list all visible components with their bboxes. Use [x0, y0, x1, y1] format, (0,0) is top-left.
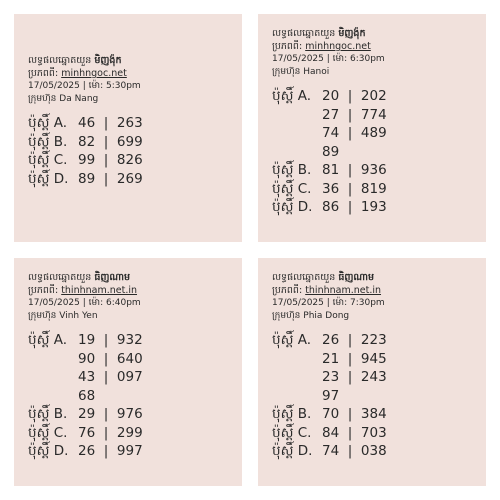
- prize-numbers: [322, 405, 472, 424]
- date-time-line: 17/05/2025 | ម៉ោ: 7:30pm: [272, 298, 385, 308]
- prize-number-line: 68: [78, 387, 96, 404]
- prize-label: ប៉ុស្តិ៍ B.: [28, 406, 68, 422]
- prize-numbers: [78, 424, 228, 443]
- card-title-brand: ធិញណាម: [338, 272, 375, 283]
- source-line: [272, 284, 472, 297]
- prize-label: ប៉ុស្តិ៍ B.: [272, 162, 312, 178]
- card-title: [272, 271, 472, 284]
- prize-row: [272, 405, 472, 424]
- prize-label: ប៉ុស្តិ៍ C.: [28, 152, 68, 168]
- source-label: ប្រភពពី:: [28, 68, 59, 79]
- prize-number-line: 46 | 263: [78, 115, 143, 131]
- prize-row: [28, 405, 228, 424]
- prize-number-line: 74 | 489: [322, 125, 387, 141]
- prize-label: ប៉ុស្តិ៍ D.: [28, 443, 69, 459]
- prize-number-line: 81 | 936: [322, 162, 387, 178]
- draw-time: 5:30pm: [105, 81, 141, 91]
- prize-label: ប៉ុស្តិ៍ B.: [272, 406, 312, 422]
- lottery-result-card: [258, 258, 486, 486]
- prize-number-line: 26 | 997: [78, 443, 143, 459]
- draw-date: 17/05/2025: [272, 54, 324, 64]
- province-name: Hanoi: [303, 67, 330, 77]
- prize-label: ប៉ុស្តិ៍ A.: [28, 332, 68, 348]
- prize-list: [28, 331, 228, 461]
- card-title: [28, 271, 228, 284]
- prize-numbers: [322, 87, 472, 161]
- prize-number-line: 99 | 826: [78, 152, 143, 168]
- prize-row: [28, 442, 228, 461]
- prize-number-line: 86 | 193: [322, 199, 387, 215]
- lottery-result-card: [258, 14, 486, 242]
- prize-number-line: 36 | 819: [322, 180, 387, 197]
- card-title-prefix: លទ្ធផលឆ្នោតយួន: [272, 28, 336, 39]
- source-link[interactable]: thinhnam.net.in: [305, 285, 382, 296]
- source-line: [272, 40, 472, 53]
- province-name: Vinh Yen: [59, 311, 98, 321]
- prize-numbers: [78, 133, 228, 152]
- province-label: ក្រុមហ៊ុន: [272, 311, 301, 321]
- prize-number-line: 21 | 945: [322, 350, 387, 367]
- draw-date: 17/05/2025: [28, 298, 80, 308]
- prize-number-line: 26 | 223: [322, 332, 387, 348]
- card-title-brand: ធិញណាម: [94, 272, 131, 283]
- prize-row: [272, 331, 472, 405]
- prize-number-line: 89 | 269: [78, 170, 143, 187]
- prize-row: [272, 442, 472, 461]
- card-title-prefix: លទ្ធផលឆ្នោតយួន: [28, 55, 92, 66]
- prize-number-line: 43 | 097: [78, 369, 143, 385]
- prize-number-line: 84 | 703: [322, 424, 387, 441]
- card-title-brand: មិញង៉ុក: [94, 55, 122, 66]
- prize-label: ប៉ុស្តិ៍ C.: [28, 424, 68, 441]
- source-link[interactable]: thinhnam.net.in: [61, 285, 138, 296]
- source-line: [28, 67, 228, 80]
- province-line: [272, 310, 472, 323]
- source-label: ប្រភពពី:: [272, 285, 303, 296]
- prize-row: [272, 424, 472, 443]
- prize-number-line: 27 | 774: [322, 106, 387, 123]
- source-link[interactable]: minhngoc.net: [305, 41, 371, 52]
- prize-row: [28, 170, 228, 189]
- prize-number-line: 70 | 384: [322, 406, 387, 422]
- prize-numbers: [78, 151, 228, 170]
- prize-label: ប៉ុស្តិ៍ B.: [28, 133, 68, 150]
- source-label: ប្រភពពី:: [28, 285, 59, 296]
- prize-numbers: [78, 170, 228, 189]
- draw-time: 6:30pm: [349, 54, 385, 64]
- draw-time: 6:40pm: [105, 298, 141, 308]
- prize-row: [28, 424, 228, 443]
- card-title-brand: មិញង៉ុក: [338, 28, 366, 39]
- prize-numbers: [78, 331, 228, 405]
- prize-numbers: [78, 442, 228, 461]
- prize-label: ប៉ុស្តិ៍ A.: [28, 115, 68, 131]
- prize-numbers: [322, 424, 472, 443]
- date-time-line: 17/05/2025 | ម៉ោ: 5:30pm: [28, 81, 141, 91]
- prize-row: [272, 180, 472, 199]
- prize-number-line: 19 | 932: [78, 332, 143, 348]
- prize-label: ប៉ុស្តិ៍ C.: [272, 180, 312, 197]
- prize-number-line: 76 | 299: [78, 424, 143, 441]
- prize-list: [272, 87, 472, 217]
- province-label: ក្រុមហ៊ុន: [28, 311, 57, 321]
- prize-row: [272, 161, 472, 180]
- prize-label: ប៉ុស្តិ៍ A.: [272, 332, 312, 348]
- province-line: [28, 310, 228, 323]
- province-line: [28, 93, 228, 106]
- prize-row: [28, 151, 228, 170]
- draw-time: 7:30pm: [349, 298, 385, 308]
- prize-label: ប៉ុស្តិ៍ D.: [272, 443, 313, 459]
- prize-number-line: 74 | 038: [322, 443, 387, 459]
- province-name: Phia Dong: [303, 311, 350, 321]
- prize-numbers: [78, 405, 228, 424]
- card-title: [28, 54, 228, 67]
- time-label: ម៉ោ:: [332, 54, 348, 64]
- prize-numbers: [322, 180, 472, 199]
- time-label: ម៉ោ:: [88, 81, 104, 91]
- prize-number-line: 23 | 243: [322, 369, 387, 385]
- prize-numbers: [78, 114, 228, 133]
- prize-row: [28, 133, 228, 152]
- prize-label: ប៉ុស្តិ៍ D.: [28, 170, 69, 187]
- prize-number-line: 90 | 640: [78, 350, 143, 367]
- province-name: Da Nang: [59, 94, 99, 104]
- prize-number-line: 97: [322, 387, 340, 404]
- province-label: ក្រុមហ៊ុន: [28, 94, 57, 104]
- prize-numbers: [322, 161, 472, 180]
- prize-row: [28, 331, 228, 405]
- date-time-line: 17/05/2025 | ម៉ោ: 6:40pm: [28, 298, 141, 308]
- prize-label: ប៉ុស្តិ៍ D.: [272, 199, 313, 215]
- card-title-prefix: លទ្ធផលឆ្នោតយួន: [272, 272, 336, 283]
- prize-row: [272, 198, 472, 217]
- source-line: [28, 284, 228, 297]
- prize-label: ប៉ុស្តិ៍ C.: [272, 424, 312, 441]
- prize-number-line: 89: [322, 143, 340, 160]
- source-label: ប្រភពពី:: [272, 41, 303, 52]
- card-title: [272, 27, 472, 40]
- time-label: ម៉ោ:: [88, 298, 104, 308]
- date-time-line: 17/05/2025 | ម៉ោ: 6:30pm: [272, 54, 385, 64]
- prize-number-line: 82 | 699: [78, 133, 143, 150]
- draw-date: 17/05/2025: [28, 81, 80, 91]
- prize-row: [272, 87, 472, 161]
- prize-list: [28, 114, 228, 188]
- prize-number-line: 29 | 976: [78, 406, 143, 422]
- card-title-prefix: លទ្ធផលឆ្នោតយួន: [28, 272, 92, 283]
- source-link[interactable]: minhngoc.net: [61, 68, 127, 79]
- time-label: ម៉ោ:: [332, 298, 348, 308]
- province-label: ក្រុមហ៊ុន: [272, 67, 301, 77]
- prize-numbers: [322, 331, 472, 405]
- prize-list: [272, 331, 472, 461]
- lottery-result-card: [14, 258, 242, 486]
- prize-row: [28, 114, 228, 133]
- prize-label: ប៉ុស្តិ៍ A.: [272, 88, 312, 104]
- lottery-result-card: [14, 14, 242, 242]
- prize-numbers: [322, 198, 472, 217]
- prize-number-line: 20 | 202: [322, 88, 387, 104]
- prize-numbers: [322, 442, 472, 461]
- province-line: [272, 66, 472, 79]
- draw-date: 17/05/2025: [272, 298, 324, 308]
